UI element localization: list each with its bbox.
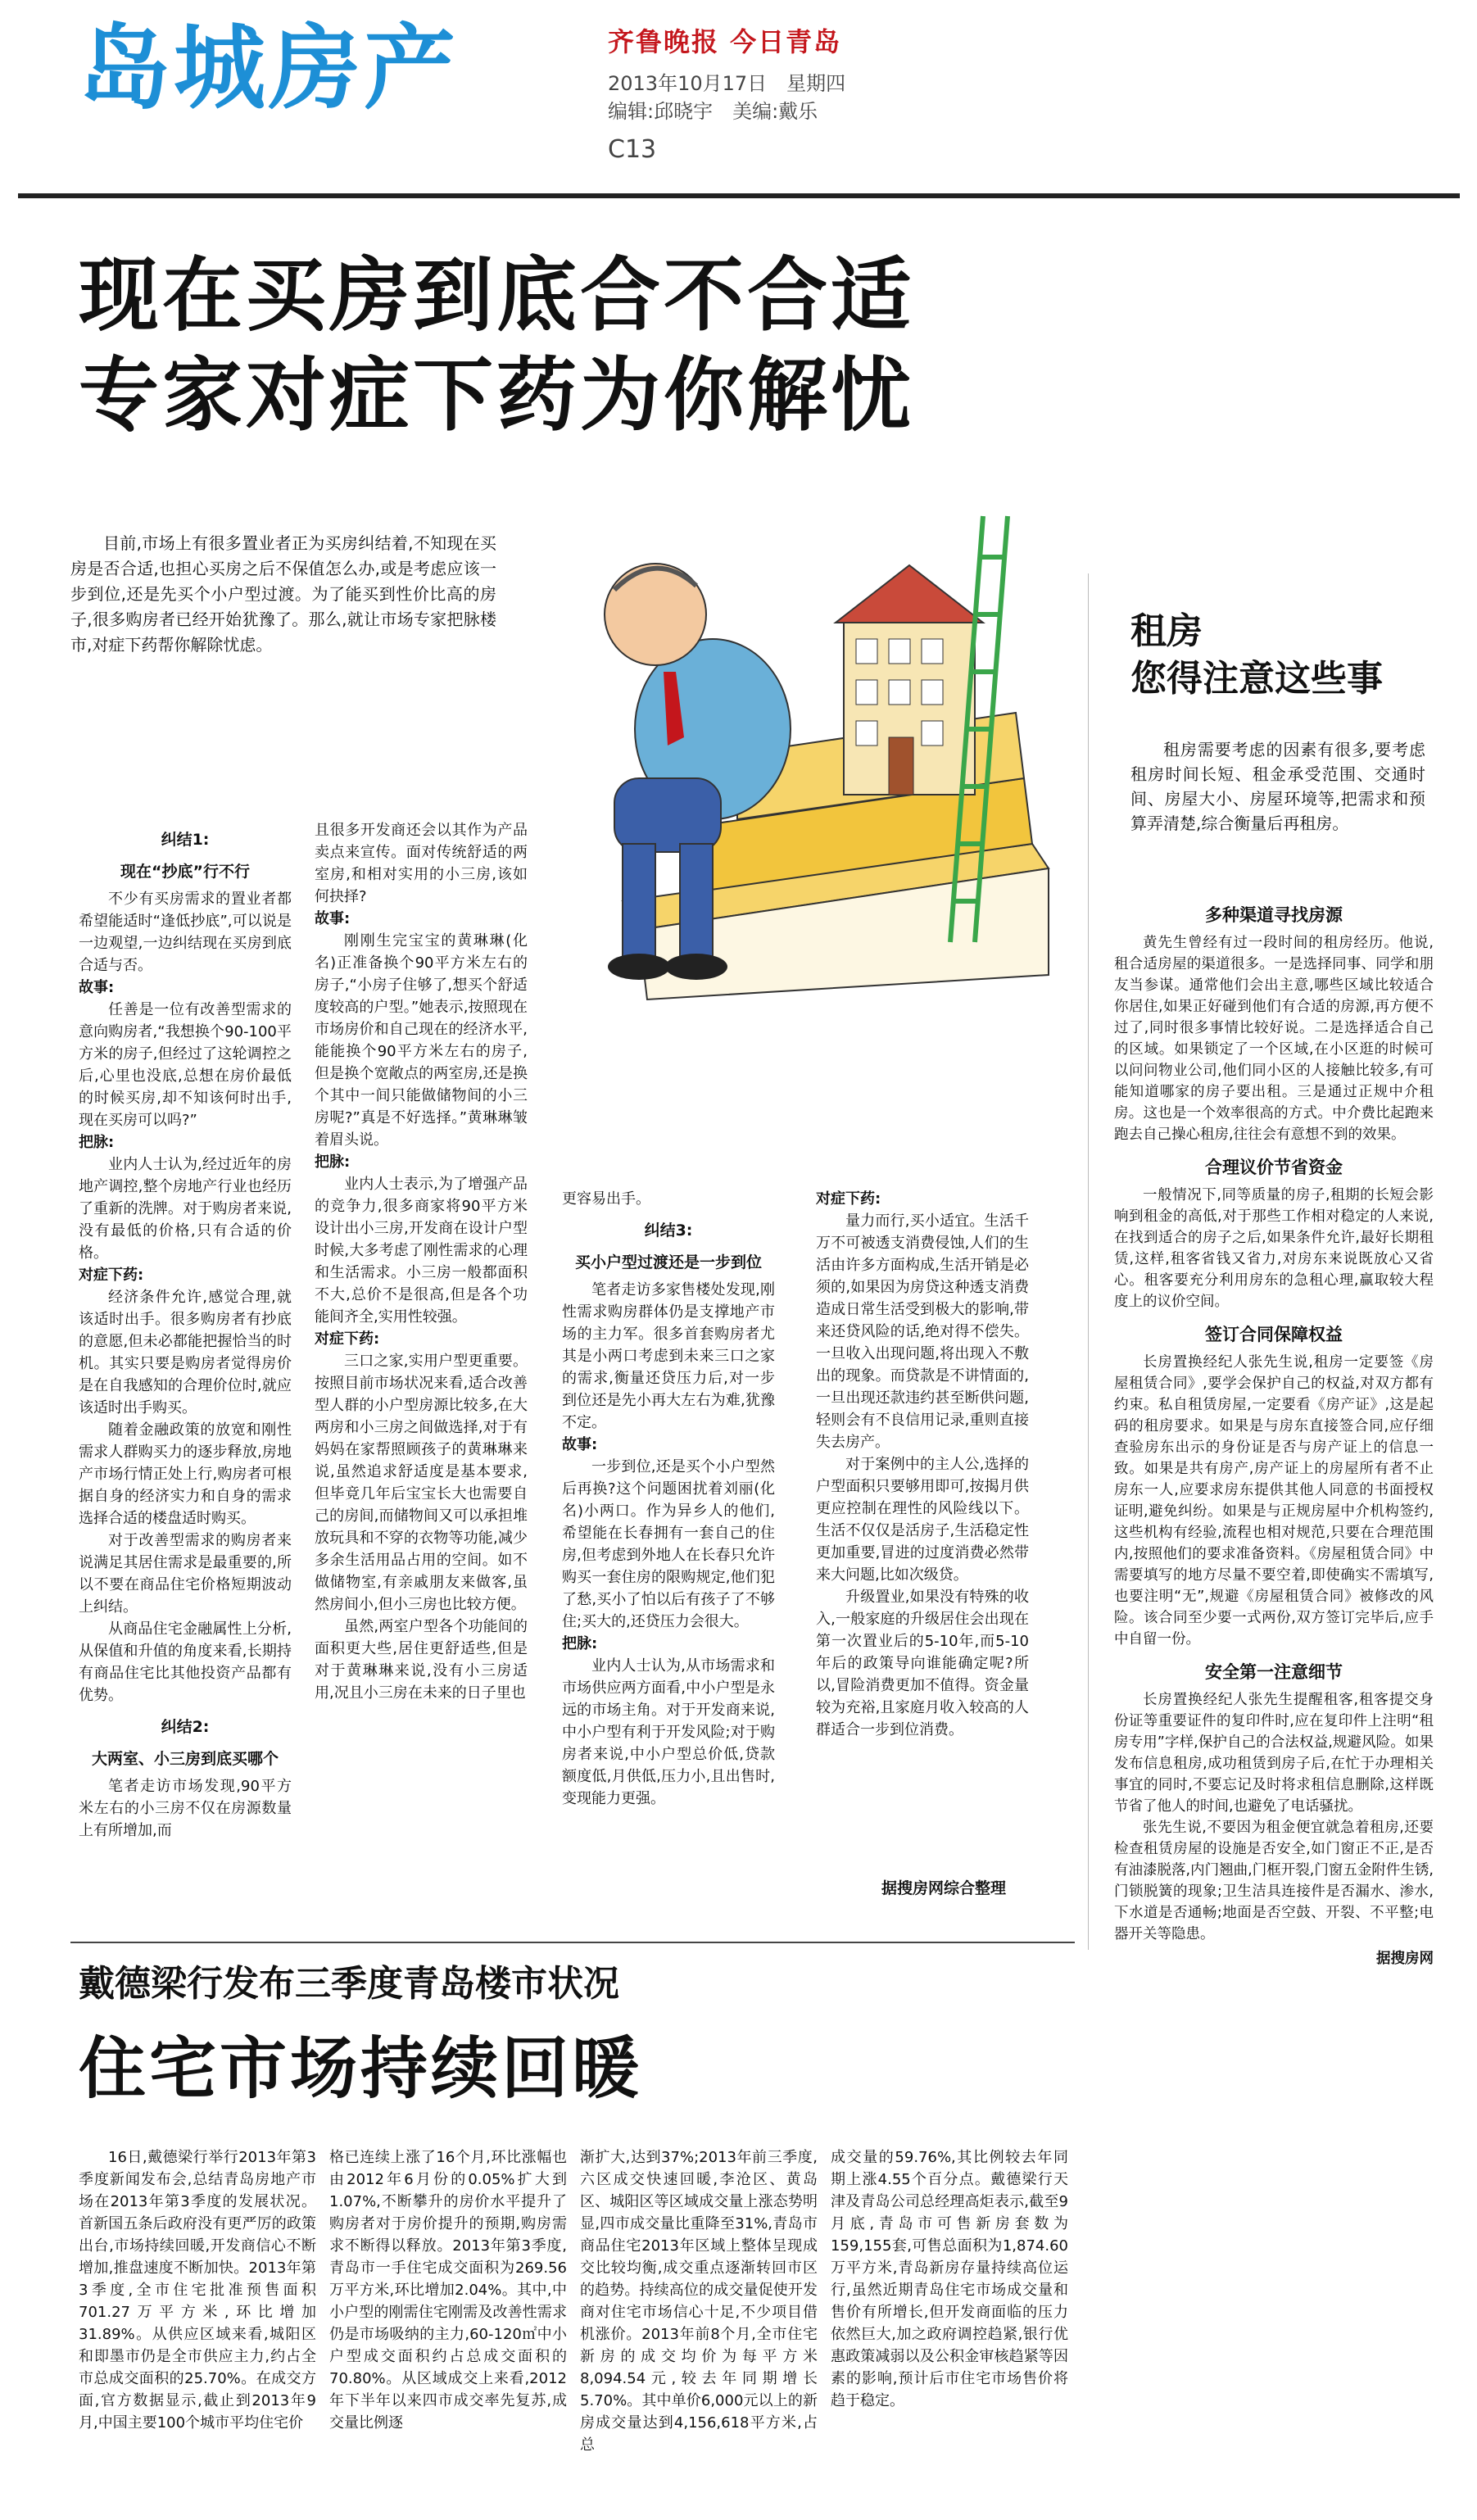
paragraph: 随着金融政策的放宽和刚性需求人群购买力的逐步释放,房地产市场行情正处上行,购房者可根据自身的经济实力和自身的需求选择合适的楼盘适时购买。 [79, 1421, 292, 1527]
subheading: 纠结3: [644, 1221, 693, 1240]
label: 把脉: [315, 1153, 351, 1171]
sidebar-subheading: 多种渠道寻找房源 [1205, 905, 1343, 925]
subheading: 买小户型过渡还是一步到位 [574, 1253, 762, 1271]
label: 故事: [562, 1436, 598, 1453]
sidebar-lead-paragraph: 租房需要考虑的因素有很多,要考虑租房时间长短、租金承受范围、交通时间、房屋大小、房屋环境等,把需求和预算弄清楚,综合衡量后再租房。 [1130, 740, 1425, 833]
paragraph: 虽然,两室户型各个功能间的面积更大些,居住更舒适些,但是对于黄琳琳来说,没有小三房适用,况且小三房在未来的日子里也 [315, 1618, 528, 1702]
paragraph: 且很多开发商还会以其作为产品卖点来宣传。面对传统舒适的两室房,和相对实用的小三房,该如何抉择? [315, 822, 528, 905]
article1-column-1 [79, 819, 292, 1842]
paragraph: 经济条件允许,感觉合理,就该适时出手。很多购房者有抄底的意愿,但未必都能把握恰当的时机。其实只要是购房者觉得房价是在自我感知的合理价位时,就应该适时出手购买。 [79, 1289, 292, 1416]
section-rule [70, 1942, 1075, 1943]
sidebar-title-line-1: 租房 [1130, 610, 1203, 652]
paragraph: 不少有买房需求的置业者都希望能适时“逢低抄底”,可以说是一边观望,一边纠结现在买房到底合适与否。 [79, 891, 292, 974]
article1-column-2 [315, 819, 528, 1704]
article2-subhead: 戴德梁行发布三季度青岛楼市状况 [79, 1963, 619, 2005]
paragraph: 业内人士认为,经过近年的房地产调控,整个房地产行业也经历了重新的洗牌。对于购房者来说,没有最低的价格,只有合适的价格。 [79, 1156, 292, 1262]
article1-column-4 [816, 1188, 1029, 1741]
article1-source: 据搜房网综合整理 [881, 1879, 1007, 1897]
paragraph: 笔者走访多家售楼处发现,刚性需求购房群体仍是支撑地产市场的主力军。很多首套购房者尤其是小两口考虑到未来三口之家的需求,衡量还贷压力后,对一步到位还是先小再大左右为难,犹豫不定。 [562, 1281, 775, 1431]
paragraph: 业内人士认为,从市场需求和市场供应两方面看,中小户型是永远的市场主角。对于开发商来说,中小户型有利于开发风险;对于购房者来说,中小户型总价低,贷款额度低,月供低,压力小,且出售时,变现能力更强。 [562, 1657, 775, 1807]
article2-paragraph: 渐扩大,达到37%;2013年前三季度,六区成交快速回暖,李沧区、黄岛区、城阳区等区域成交量上涨态势明显,四市成交量比重降至31%,青岛市商品住宅2013年区域上整体呈现成交比较均衡,成交重点逐渐转回市区的趋势。持续高位的成交量促使开发商对住宅市场信心十足,不少项目借机涨价。2013年前8个月,全市住宅新房的成交均价为每平方米8,094.54元,较去年同期增长5.70%。其中单价6,000元以上的新房成交量达到4,156,618平方米,占总 [580, 2149, 818, 2454]
sidebar-subheading: 安全第一注意细节 [1205, 1662, 1343, 1682]
article2-paragraph: 格已连续上涨了16个月,环比涨幅也由2012年6月份的0.05%扩大到1.07%,不断攀升的房价水平提升了购房者对于房价提升的预期,购房需求不断得以释放。2013年第3季度,青岛市一手住宅成交面积为269.56万平方米,环比增加2.04%。其中,中小户型的刚需住宅刚需及改善性需求仍是市场吸纳的主力,60-120㎡中小户型成交面积约占总成交面积的70.80%。从区域成交上来看,2012年下半年以来四市成交率先复苏,成交量比例逐 [329, 2149, 567, 2432]
paragraph: 从商品住宅金融属性上分析,从保值和升值的角度来看,长期持有商品住宅比其他投资产品都有优势。 [79, 1620, 292, 1704]
paragraph: 对于案例中的主人公,选择的户型面积只要够用即可,按揭月供更应控制在理性的风险线以下。生活不仅仅是活房子,生活稳定性更加重要,冒进的过度消费必然带来大问题,比如次级贷。 [816, 1456, 1029, 1584]
label: 把脉: [562, 1635, 598, 1652]
article2-paragraph: 成交量的59.76%,其比例较去年同期上涨4.55个百分点。戴德梁行天津及青岛公司总经理高炬表示,截至9月底,青岛市可售新房套数为159,155套,可售总面积为1,874.60万平方米,青岛新房存量持续高位运行,虽然近期青岛住宅市场成交量和售价有所增长,但开发商面临的压力依然巨大,加之政府调控趋紧,银行优惠政策减弱以及公积金审核趋紧等因素的影响,预计后市住宅市场售价将趋于稳定。 [831, 2149, 1068, 2409]
article1-column-3 [562, 1188, 775, 1810]
subheading: 纠结1: [161, 831, 210, 849]
editor-line: 编辑:邱晓宇 美编:戴乐 [608, 100, 818, 123]
sidebar-paragraph: 黄先生曾经有过一段时间的租房经历。他说,租合适房屋的渠道很多。一是选择同事、同学和朋友当参谋。通常他们会出主意,哪些区域比较适合你居住,如果正好碰到他们有合适的房源,再方便不过了,同时很多事情比较好说。二是选择适合自己的区域。如果锁定了一个区域,在小区逛的时候可以问问物业公司,他们同小区的人接触比较多,有可能知道哪家的房子要出租。三是通过正规中介租房。这也是一个效率很高的方式。中介费比起跑来跑去自己操心租房,往往会有意想不到的效果。 [1114, 935, 1434, 1143]
article2-column-1 [79, 2146, 316, 2434]
paragraph: 业内人士表示,为了增强产品的竞争力,很多商家将90平方米设计出小三房,开发商在设计户型时候,大多考虑了刚性需求的心理和生活需求。小三房一般都面积不大,总价不是很高,但是各个功能间齐全,实用性较强。 [315, 1176, 528, 1326]
subheading: 现在“抄底”行不行 [120, 863, 250, 881]
article2-column-2 [329, 2146, 567, 2434]
paragraph: 刚刚生完宝宝的黄琳琳(化名)正准备换个90平方米左右的房子,“小房子住够了,想买个舒适度较高的户型。”她表示,按照现在市场房价和自己现在的经济水平,能能换个90平方米左右的房子,但是换个宽敞点的两室房,还是换个其中一间只能做储物间的小三房呢?”真是不好选择。”黄琳琳皱着眉头说。 [315, 932, 528, 1149]
sidebar-title [1130, 608, 1383, 703]
sidebar-paragraph: 长房置换经纪人张先生提醒租客,租客提交身份证等重要证件的复印件时,应在复印件上注明“租房专用”字样,保护自己的合法权益,规避风险。如果发布信息租房,成功租赁到房子后,在忙于办理相关事宜的同时,不要忘记及时将求租信息删除,这样既节省了他人的时间,也避免了电话骚扰。 [1114, 1692, 1434, 1815]
paragraph: 升级置业,如果没有特殊的收入,一般家庭的升级居住会出现在第一次置业后的5-10年,而5-10年后的政策导向谁能确定呢?所以,冒险消费更加不值得。资金量较为充裕,且家庭月收入较高的人群适合一步到位消费。 [816, 1589, 1029, 1738]
sidebar-body [1114, 893, 1434, 1969]
paragraph: 量力而行,买小适宜。生活千万不可被透支消费侵蚀,人们的生活由许多方面构成,生活开销是必须的,如果因为房贷这种透支消费造成日常生活受到极大的影响,带来还贷风险的话,绝对得不偿失。一旦收入出现问题,将出现入不敷出的现象。而贷款是不讲情面的,一旦出现还款违约甚至断供问题,轻则会有不良信用记录,重则直接失去房产。 [816, 1212, 1029, 1451]
label: 对症下药: [816, 1190, 881, 1208]
label: 故事: [79, 979, 115, 996]
sidebar-lead [1130, 737, 1425, 836]
article2-headline: 住宅市场持续回暖 [79, 2030, 643, 2108]
headline-line-1: 现在买房到底合不合适 [79, 249, 915, 342]
sidebar-paragraph: 长房置换经纪人张先生说,租房一定要签《房屋租赁合同》,要学会保护自己的权益,对双方都有约束。私自租赁房屋,一定要看《房产证》,这是起码的租房要求。如果是与房东直接签合同,应仔细查验房东出示的身份证是否与房产证上的信息一致。如果是共有房产,房产证上的房屋所有者不止房东一人,应要求房东提供其他人同意的书面授权证明,避免纠纷。如果是与正规房屋中介机构签约,这些机构有经验,流程也相对规范,只要在合理范围内,按照他们的要求准备资料。《房屋租赁合同》中需要填写的地方尽量不要空着,即使确实不需填写,也要注明“无”,规避《房屋租赁合同》被修改的风险。该合同至少要一式两份,双方签订完毕后,应手中自留一份。 [1114, 1354, 1434, 1648]
header-rule [18, 193, 1460, 198]
headline-line-2: 专家对症下药为你解忧 [79, 349, 915, 442]
lead-paragraph: 目前,市场上有很多置业者正为买房纠结着,不知现在买房是否合适,也担心买房之后不保值怎么办,或是考虑应该一步到位,还是先买个小户型过渡。为了能买到性价比高的房子,很多购房者已经开始犹豫了。那么,就让市场专家把脉楼市,对症下药帮你解除忧虑。 [70, 533, 496, 655]
sidebar-source: 据搜房网 [1376, 1951, 1434, 1967]
sidebar-paragraph: 张先生说,不要因为租金便宜就急着租房,还要检查租赁房屋的设施是否安全,如门窗正不正,是否有油漆脱落,内门翘曲,门框开裂,门窗五金附件生锈,门锁脱簧的现象;卫生洁具连接件是否漏水、渗水,下水道是否通畅;地面是否空鼓、开裂、不平整;电器开关等隐患。 [1114, 1820, 1434, 1942]
label: 故事: [315, 910, 351, 927]
illustration-man-with-house [524, 483, 1065, 1008]
sidebar-subheading: 合理议价节省资金 [1205, 1158, 1343, 1177]
label: 对症下药: [79, 1267, 144, 1284]
sidebar-title-line-2: 您得注意这些事 [1130, 658, 1383, 700]
sidebar-subheading: 签订合同保障权益 [1205, 1325, 1343, 1344]
paragraph: 任善是一位有改善型需求的意向购房者,“我想换个90-100平方米的房子,但经过了这轮调控之后,心里也没底,总想在房价最低的时候买房,却不知该何时出手,现在买房可以吗?” [79, 1001, 292, 1129]
paragraph: 更容易出手。 [562, 1190, 650, 1208]
article2-paragraph: 16日,戴德梁行举行2013年第3季度新闻发布会,总结青岛房地产市场在2013年第3季度的发展状况。首新国五条后政府没有更严厉的政策出台,市场持续回暖,开发商信心不断增加,推盘速度不断加快。2013年第3季度,全市住宅批准预售面积701.27万平方米,环比增加31.89%。从供应区域来看,城阳区和即墨市仍是全市供应主力,约占全市总成交面积的25.70%。在成交方面,官方数据显示,截止到2013年9月,中国主要100个城市平均住宅价 [79, 2149, 316, 2432]
paragraph: 笔者走访市场发现,90平方米左右的小三房不仅在房源数量上有所增加,而 [79, 1778, 292, 1839]
newspaper-brand: 齐鲁晚报 今日青岛 [608, 26, 842, 57]
main-headline [79, 246, 914, 446]
label: 把脉: [79, 1134, 115, 1151]
section-title: 岛城房产 [79, 16, 459, 122]
label: 对症下药: [315, 1330, 380, 1348]
paragraph: 对于改善型需求的购房者来说满足其居住需求是最重要的,所以不要在商品住宅价格短期波动上纠结。 [79, 1532, 292, 1616]
house-icon [836, 565, 983, 795]
article2-column-4 [831, 2146, 1068, 2412]
date-line: 2013年10月17日 星期四 [608, 72, 846, 95]
sidebar-paragraph: 一般情况下,同等质量的房子,租期的长短会影响到租金的高低,对于那些工作相对稳定的人来说,在找到适合的房子之后,如果条件允许,最好长期租赁,这样,租客省钱又省力,对房东来说既放心又省心。租客要充分利用房东的急租心理,赢取较大程度上的议价空间。 [1114, 1187, 1434, 1310]
paragraph: 一步到位,还是买个小户型然后再换?这个问题困扰着刘丽(化名)小两口。作为异乡人的他们,希望能在长春拥有一套自己的住房,但考虑到外地人在长春只允许购买一套住房的限购规定,他们犯了愁,买小了怕以后有孩子了不够住;买大的,还贷压力会很大。 [562, 1458, 775, 1630]
subheading: 大两室、小三房到底买哪个 [91, 1750, 279, 1768]
sidebar-divider [1088, 573, 1089, 1950]
page-number: C13 [608, 135, 657, 164]
article2-column-3 [580, 2146, 818, 2456]
paragraph: 三口之家,实用户型更重要。按照目前市场状况来看,适合改善型人群的小户型房源比较多,在大两房和小三房之间做选择,对于有妈妈在家帮照顾孩子的黄琳琳来说,虽然追求舒适度是基本要求,但毕竟几年后宝宝长大也需要自己的房间,而储物间又可以承担堆放玩具和不穿的衣物等功能,减少多余生活用品占用的空间。如不做储物室,有亲戚朋友来做客,虽然房间小,但小三房也比较方便。 [315, 1353, 528, 1613]
article-lead [70, 531, 496, 658]
subheading: 纠结2: [161, 1718, 210, 1736]
